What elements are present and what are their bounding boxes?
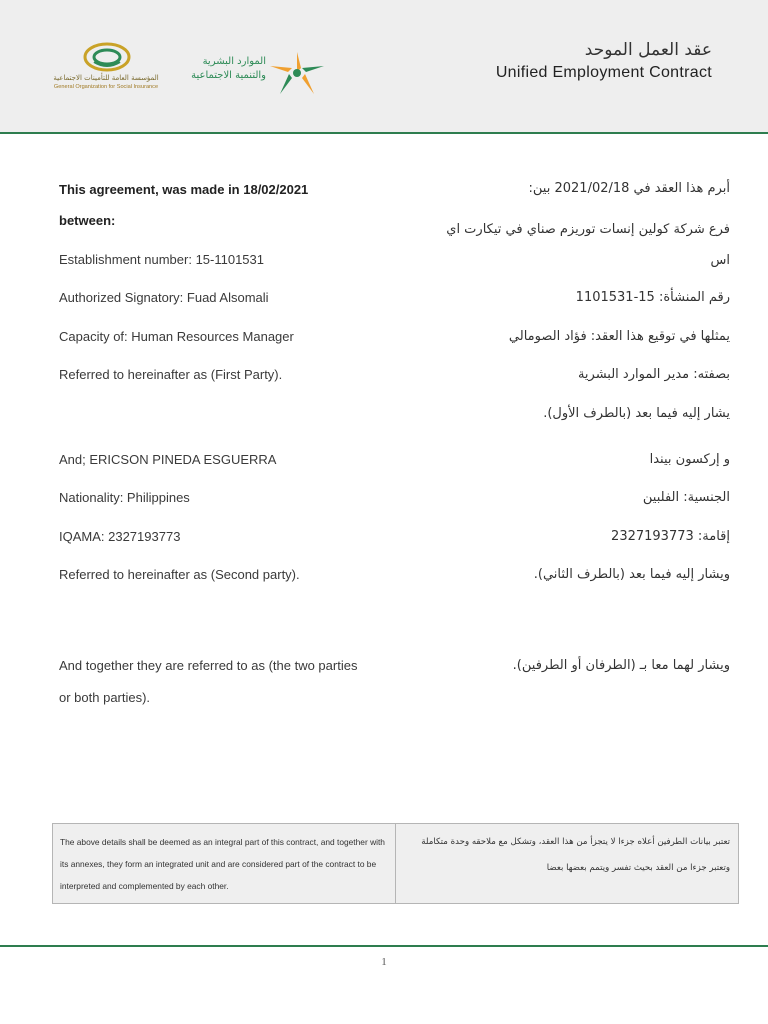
- capacity-ar: بصفته: مدير الموارد البشرية: [577, 367, 730, 382]
- both-parties-en-line1: And together they are referred to as (the two parties: [59, 658, 358, 673]
- integral-part-note-ar: تعتبر بيانات الطرفين أعلاه جزءا لا يتجزأ من هذا العقد، وتشكل مع ملاحقه وحدة متكاملة وتعتبر جزءا من العقد بحيث تفسر ويتمم بعضها بعضا: [421, 837, 730, 873]
- second-party-name-ar: و إركسون بيندا: [649, 452, 730, 467]
- nationality-en: Nationality: Philippines: [59, 490, 190, 505]
- agreement-date-ar: أبرم هذا العقد في 2021/02/18 بين:: [528, 181, 730, 196]
- page-header: [0, 0, 768, 134]
- hrsd-logo: [176, 46, 328, 98]
- establishment-number-en: Establishment number: 15-1101531: [59, 252, 264, 267]
- both-parties-en-line2: or both parties).: [59, 690, 151, 705]
- between-label-en: between:: [59, 213, 116, 228]
- second-party-name-en: And; ERICSON PINEDA ESGUERRA: [59, 452, 277, 467]
- gosi-logo-english-text: General Organization for Social Insurance: [53, 84, 159, 90]
- first-party-name-ar-continued: اس: [710, 253, 730, 268]
- gosi-logo: [46, 40, 166, 96]
- iqama-ar: إقامة: 2327193773: [611, 529, 730, 544]
- gosi-logo-arabic-text: المؤسسة العامة للتأمينات الاجتماعية: [53, 74, 159, 82]
- first-party-reference-ar: يشار إليه فيما بعد (بالطرف الأول).: [543, 406, 730, 421]
- capacity-en: Capacity of: Human Resources Manager: [59, 329, 294, 344]
- nationality-ar: الجنسية: الفلبين: [642, 490, 730, 505]
- page-number: 1: [381, 956, 387, 968]
- integral-part-note: [52, 823, 739, 904]
- contract-title-arabic: عقد العمل الموحد: [584, 40, 712, 60]
- second-party-reference-ar: ويشار إليه فيما بعد (بالطرف الثاني).: [533, 567, 730, 582]
- agreement-date-en: This agreement, was made in 18/02/2021: [59, 182, 309, 197]
- footer-divider: [0, 945, 768, 947]
- first-party-reference-en: Referred to hereinafter as (First Party).: [59, 367, 283, 382]
- gosi-emblem-icon: [80, 40, 134, 74]
- iqama-en: IQAMA: 2327193773: [59, 529, 181, 544]
- second-party-reference-en: Referred to hereinafter as (Second party).: [59, 567, 300, 582]
- both-parties-ar: ويشار لهما معا بـ (الطرفان أو الطرفين).: [512, 658, 730, 673]
- contract-title-english: Unified Employment Contract: [495, 64, 712, 81]
- hrsd-logo-text-line2: والتنمية الاجتماعية: [191, 70, 266, 81]
- hrsd-logo-text-line1: الموارد البشرية: [202, 56, 266, 67]
- authorized-signatory-ar: يمثلها في توقيع هذا العقد: فؤاد الصومالي: [508, 329, 730, 344]
- authorized-signatory-en: Authorized Signatory: Fuad Alsomali: [59, 290, 269, 305]
- first-party-name-ar: فرع شركة كولين إنسات توريزم صناي في تيكارت اي: [446, 222, 730, 237]
- hrsd-star-icon: [268, 50, 326, 96]
- establishment-number-ar: رقم المنشأة: 15-1101531: [575, 290, 730, 305]
- integral-part-note-en: The above details shall be deemed as an integral part of this contract, and together with its annexes, they form an integrated unit and are considered part of the contract to be interpreted and complemented by each other.: [53, 824, 396, 903]
